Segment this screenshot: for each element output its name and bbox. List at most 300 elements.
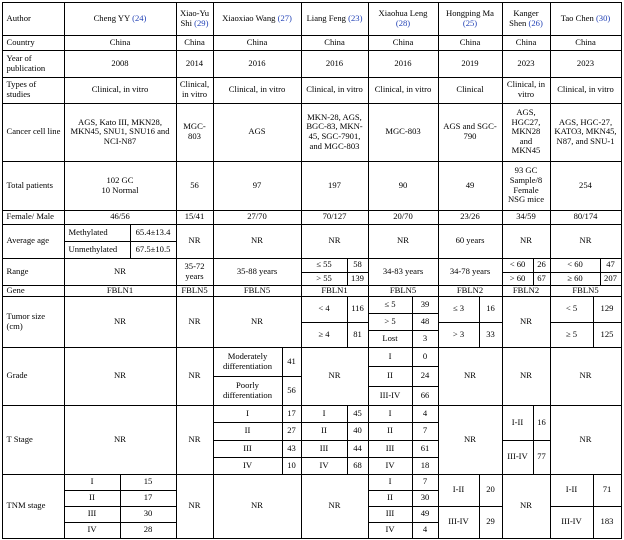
age-cell-feng-text: NR [328, 235, 341, 246]
grade-wang-value-text: 56 [287, 384, 296, 395]
country-cell-feng-text: China [324, 36, 345, 47]
tstage-cell-shi-text: NR [188, 433, 201, 444]
total-cell-shen [502, 161, 551, 211]
gene-cell-leng-text: FBLN5 [389, 284, 417, 295]
total-cell-cheng-text: 102 GC 10 Normal [101, 174, 139, 195]
range-cell-wang-text: 35-88 years [236, 265, 278, 276]
tstage-shen-value [533, 405, 551, 441]
tnm-chen-value-text: 183 [600, 516, 614, 527]
tstage-cell-ma [438, 405, 503, 475]
sex-cell-feng [301, 210, 369, 225]
year-cell-feng-text: 2016 [325, 57, 344, 68]
tnm-leng-value-text: 7 [422, 476, 428, 487]
author-header-leng [368, 2, 439, 36]
cells-cell-ma-text: AGS and SGC-790 [443, 121, 497, 141]
tnm-cell-shen [502, 474, 551, 539]
tstage-cell-chen-text: NR [579, 433, 592, 444]
range-chen-label [550, 272, 601, 286]
age-cell-leng-text: NR [397, 235, 409, 246]
tumor-ma-value-text: 33 [486, 328, 495, 339]
row-label-types-text: Types of studies [6, 79, 37, 99]
tnm-cell-wang-text: NR [251, 500, 263, 511]
tnm-cheng-value-text: 15 [143, 476, 153, 487]
country-cell-shen [502, 35, 551, 51]
tumor-leng-value-text: 39 [420, 298, 430, 309]
tumor-feng-label [301, 296, 348, 323]
citation-link[interactable]: (23) [348, 12, 363, 23]
types-cell-ma-text: Clinical [456, 84, 484, 95]
age-cheng-label-text: Methylated [68, 226, 108, 237]
tnm-chen-value [593, 506, 622, 539]
sex-cell-ma [438, 210, 503, 225]
tstage-leng-value [412, 405, 439, 423]
tumor-ma-label [438, 296, 480, 323]
citation-link[interactable]: (28) [395, 17, 411, 28]
range-cell-leng [368, 258, 439, 286]
tstage-leng-label [368, 440, 413, 458]
country-cell-ma-text: China [459, 36, 481, 47]
author-header [2, 2, 65, 36]
range-cell-leng-text: 34-83 years [382, 265, 424, 276]
gene-cell-shen-text: FBLN2 [512, 284, 540, 295]
age-cell-chen [550, 224, 622, 259]
row-label-gene-text: Gene [6, 284, 25, 295]
tnm-cell-shi [176, 474, 214, 539]
tnm-cell-shi-text: NR [188, 500, 201, 511]
range-cell-cheng [64, 258, 177, 286]
tnm-leng-value [412, 506, 439, 523]
year-cell-shi-text: 2014 [185, 57, 204, 68]
country-cell-leng [368, 35, 439, 51]
tumor-leng-label-text: ≤ 5 [384, 298, 396, 309]
tnm-chen-label [550, 474, 594, 507]
sex-cell-shen-text: 34/59 [516, 211, 536, 222]
types-cell-cheng [64, 77, 177, 104]
range-cell-ma [438, 258, 503, 286]
tnm-leng-label [368, 506, 413, 523]
tstage-shen-label [502, 405, 534, 441]
cells-cell-leng-text: MGC-803 [385, 126, 421, 137]
tstage-feng-value-text: 68 [353, 459, 362, 470]
row-label-tnm-text: TNM stage [6, 500, 46, 511]
row-label-cells [2, 103, 65, 162]
tumor-ma-label-text: > 3 [452, 328, 465, 339]
cells-cell-feng-text: MKN-28, AGS, BGC-83, MKN-45, SGC-7901, and MGC-803 [306, 111, 363, 151]
tumor-feng-label-text: ≥ 4 [318, 328, 330, 339]
grade-leng-label-text: III-IV [379, 389, 401, 400]
grade-leng-value [412, 386, 439, 406]
cells-cell-wang [213, 103, 302, 162]
types-cell-shen [502, 77, 551, 104]
grade-cell-ma-text: NR [464, 370, 476, 381]
citation-link[interactable]: (26) [528, 17, 543, 28]
total-cell-leng-text: 90 [398, 179, 408, 190]
tstage-wang-label-text: II [244, 425, 251, 436]
tumor-chen-label [550, 296, 594, 323]
tnm-cheng-label [64, 474, 121, 491]
tnm-cheng-value-text: 28 [143, 524, 153, 535]
author-name: Tao Chen [560, 12, 594, 23]
row-label-cells-text: Cancer cell line [6, 126, 61, 137]
tumor-feng-value [347, 296, 369, 323]
tstage-leng-value-text: 18 [420, 459, 430, 470]
tnm-ma-value-text: 29 [486, 516, 495, 527]
gene-cell-wang-text: FBLN5 [243, 284, 271, 295]
grade-wang-label [213, 347, 283, 377]
range-chen-value [600, 272, 622, 286]
citation-link[interactable]: (30) [595, 12, 611, 23]
tstage-leng-label [368, 405, 413, 423]
grade-wang-label-text: Poorly differentiation [223, 379, 272, 400]
total-cell-chen [550, 161, 622, 211]
grade-leng-value [412, 347, 439, 367]
age-cell-wang [213, 224, 302, 259]
tstage-cell-shi [176, 405, 214, 475]
tstage-feng-label [301, 405, 348, 423]
tnm-ma-value [479, 474, 503, 507]
author-name: Xiaoxiao Wang [222, 12, 276, 23]
age-cheng-value-text: 65.4±13.4 [135, 226, 171, 237]
tstage-wang-value [282, 422, 302, 441]
tnm-cell-shen-text: NR [520, 500, 532, 511]
range-chen-label [550, 258, 601, 273]
grade-leng-label-text: II [387, 370, 393, 381]
tnm-cheng-label [64, 506, 121, 523]
year-cell-ma-text: 2019 [461, 57, 479, 68]
tumor-leng-label [368, 296, 413, 314]
types-cell-shi-text: Clinical, in vitro [179, 79, 210, 99]
tstage-leng-value [412, 440, 439, 458]
total-cell-wang [213, 161, 302, 211]
tnm-ma-label [438, 474, 480, 507]
tumor-chen-label-text: < 5 [565, 303, 578, 314]
range-chen-value-text: 207 [604, 272, 617, 283]
tstage-feng-label [301, 440, 348, 458]
age-cell-shen-text: NR [520, 235, 532, 246]
range-feng-label [301, 258, 348, 273]
cells-cell-cheng-text: AGS, Kato III, MKN28, MKN45, SNU1, SNU16 and NCI-N87 [70, 116, 170, 146]
tnm-leng-label [368, 474, 413, 491]
country-cell-chen-text: China [575, 36, 596, 47]
tumor-cell-cheng [64, 296, 177, 348]
gene-cell-ma-text: FBLN2 [456, 284, 484, 295]
tnm-cheng-label-text: I [90, 476, 94, 487]
range-shen-label [502, 258, 534, 273]
author-name: Kanger Shen [509, 7, 539, 28]
tnm-cheng-value [120, 506, 177, 523]
citation-link[interactable]: (27) [277, 12, 292, 23]
year-cell-cheng-text: 2008 [111, 57, 129, 68]
grade-cell-shi-text: NR [188, 370, 201, 381]
grade-cell-shen [502, 347, 551, 406]
tnm-leng-label-text: III [385, 508, 395, 519]
cells-cell-cheng [64, 103, 177, 162]
types-cell-cheng-text: Clinical, in vitro [91, 84, 149, 95]
tumor-ma-value [479, 296, 503, 323]
range-feng-label-text: > 55 [316, 272, 332, 283]
row-label-age [2, 224, 65, 259]
age-cheng-value-text: 67.5±10.5 [135, 243, 171, 254]
cells-cell-shi [176, 103, 214, 162]
tstage-shen-value-text: 77 [537, 451, 546, 462]
range-shen-value [533, 258, 551, 273]
range-chen-label-text: ≥ 60 [567, 272, 583, 283]
author-header-chen [550, 2, 622, 36]
tstage-wang-value-text: 17 [287, 407, 296, 418]
tnm-cheng-label-text: IV [87, 524, 97, 535]
tnm-cell-feng-text: NR [328, 500, 341, 511]
range-cell-wang [213, 258, 302, 286]
tstage-wang-label [213, 422, 283, 441]
tstage-leng-value [412, 422, 439, 441]
tstage-feng-label [301, 422, 348, 441]
row-label-types [2, 77, 65, 104]
tnm-chen-label-text: III-IV [561, 516, 582, 527]
tnm-leng-label-text: IV [385, 524, 395, 535]
row-label-country-text: Country [6, 36, 35, 47]
tumor-leng-value [412, 296, 439, 314]
author-name: Xiao-Yu Shi [179, 7, 210, 28]
tstage-feng-label-text: IV [319, 459, 329, 470]
tumor-cell-wang [213, 296, 302, 348]
sex-cell-chen-text: 80/174 [573, 211, 598, 222]
tumor-cell-cheng-text: NR [114, 315, 126, 326]
tnm-leng-label-text: II [387, 492, 393, 503]
sex-cell-cheng-text: 46/56 [110, 211, 130, 222]
citation-link[interactable]: (29) [194, 17, 209, 28]
types-cell-feng-text: Clinical, in vitro [306, 84, 363, 95]
author-name: Hongping Ma [446, 7, 494, 18]
total-cell-shi [176, 161, 214, 211]
author-name-wrap [222, 14, 292, 24]
tumor-chen-value [593, 296, 622, 323]
author-name-wrap [371, 9, 436, 28]
tumor-chen-value-text: 129 [600, 303, 614, 314]
sex-cell-leng-text: 20/70 [393, 211, 413, 222]
tumor-feng-label-text: < 4 [318, 303, 330, 314]
year-cell-cheng [64, 50, 177, 78]
tnm-cell-wang [213, 474, 302, 539]
range-shen-value-text: 26 [537, 259, 546, 270]
tnm-ma-label-text: I-II [452, 484, 465, 495]
year-cell-leng-text: 2016 [394, 57, 412, 68]
range-feng-label-text: ≤ 55 [316, 259, 332, 270]
age-cell-ma-text: 60 years [455, 235, 485, 246]
range-feng-value [347, 272, 369, 286]
citation-link[interactable]: (24) [132, 12, 147, 23]
total-cell-ma-text: 49 [465, 179, 475, 190]
total-cell-chen-text: 254 [579, 179, 592, 190]
age-cheng-label [64, 241, 131, 259]
grade-leng-label [368, 366, 413, 387]
row-label-country [2, 35, 65, 51]
year-cell-wang [213, 50, 302, 78]
year-cell-chen [550, 50, 622, 78]
author-name-wrap [561, 14, 611, 24]
cells-cell-shi-text: MGC-803 [183, 121, 206, 141]
age-cell-shen [502, 224, 551, 259]
tstage-cell-chen [550, 405, 622, 475]
tstage-wang-label [213, 440, 283, 458]
tnm-chen-value-text: 71 [602, 484, 612, 495]
country-cell-leng-text: China [392, 36, 414, 47]
types-cell-chen-text: Clinical, in vitro [557, 84, 614, 95]
sex-cell-shi [176, 210, 214, 225]
author-header-feng [301, 2, 369, 36]
citation-link[interactable]: (25) [462, 17, 478, 28]
tstage-shen-value-text: 16 [537, 416, 546, 427]
row-label-total-text: Total patients [6, 179, 53, 190]
tstage-shen-label-text: III-IV [507, 451, 528, 462]
country-cell-cheng-text: China [109, 36, 131, 47]
total-cell-cheng [64, 161, 177, 211]
tumor-cell-wang-text: NR [251, 315, 263, 326]
tnm-cheng-value-text: 30 [143, 508, 153, 519]
grade-cell-cheng [64, 347, 177, 406]
age-cell-ma [438, 224, 503, 259]
sex-cell-shi-text: 15/41 [184, 211, 205, 222]
total-cell-feng [301, 161, 369, 211]
tnm-ma-value-text: 20 [486, 484, 495, 495]
tstage-wang-label-text: IV [242, 459, 253, 470]
tstage-leng-label-text: I [388, 407, 392, 418]
grade-cell-feng [301, 347, 369, 406]
sex-cell-chen [550, 210, 622, 225]
tnm-ma-value [479, 506, 503, 539]
range-feng-value-text: 139 [351, 272, 364, 283]
year-cell-ma [438, 50, 503, 78]
grade-leng-label [368, 347, 413, 367]
age-cheng-value [130, 224, 177, 242]
tumor-ma-value [479, 322, 503, 348]
range-shen-label [502, 272, 534, 286]
tumor-feng-label [301, 322, 348, 348]
tstage-cell-ma-text: NR [464, 433, 476, 444]
row-label-range-text: Range [6, 265, 29, 276]
author-name-wrap [505, 9, 548, 28]
grade-wang-value [282, 347, 302, 377]
tstage-leng-value-text: 7 [422, 425, 428, 436]
tumor-feng-value-text: 81 [353, 328, 362, 339]
grade-leng-value-text: 24 [420, 370, 430, 381]
cells-cell-feng [301, 103, 369, 162]
cells-cell-ma [438, 103, 503, 162]
tumor-ma-label [438, 322, 480, 348]
tumor-leng-label [368, 313, 413, 331]
tumor-leng-value [412, 313, 439, 331]
tstage-leng-value-text: 4 [422, 407, 428, 418]
sex-cell-ma-text: 23/26 [460, 211, 480, 222]
row-label-tstage [2, 405, 65, 475]
age-cheng-label [64, 224, 131, 242]
range-feng-label [301, 272, 348, 286]
total-cell-leng [368, 161, 439, 211]
country-cell-shi [176, 35, 214, 51]
grade-wang-label-text: Moderately differentiation [223, 350, 272, 371]
author-name: Cheng YY [93, 12, 130, 23]
row-label-total [2, 161, 65, 211]
tstage-shen-label-text: I-II [511, 416, 524, 427]
grade-leng-value-text: 0 [422, 350, 428, 361]
total-cell-shi-text: 56 [190, 179, 199, 190]
tumor-chen-label [550, 322, 594, 348]
tnm-chen-value [593, 474, 622, 507]
tstage-wang-label [213, 457, 283, 475]
row-label-grade [2, 347, 65, 406]
types-cell-shi [176, 77, 214, 104]
tstage-wang-label [213, 405, 283, 423]
tumor-leng-value-text: 3 [422, 332, 428, 343]
tstage-cell-cheng [64, 405, 177, 475]
tumor-chen-label-text: ≥ 5 [565, 328, 578, 339]
types-cell-wang-text: Clinical, in vitro [228, 84, 286, 95]
types-cell-wang [213, 77, 302, 104]
age-cheng-label-text: Unmethylated [68, 243, 118, 254]
tnm-chen-label [550, 506, 594, 539]
tumor-leng-label-text: Lost [382, 332, 398, 343]
grade-cell-chen [550, 347, 622, 406]
tstage-feng-value [347, 422, 369, 441]
year-cell-wang-text: 2016 [248, 57, 266, 68]
types-cell-shen-text: Clinical, in vitro [506, 79, 546, 99]
tstage-leng-value [412, 457, 439, 475]
age-cell-shi [176, 224, 214, 259]
gene-cell-chen-text: FBLN5 [572, 284, 599, 295]
grade-leng-value-text: 66 [420, 389, 430, 400]
tumor-cell-shi [176, 296, 214, 348]
sex-cell-wang [213, 210, 302, 225]
tstage-leng-value-text: 61 [420, 442, 430, 453]
types-cell-leng-text: Clinical, in vitro [374, 84, 432, 95]
year-cell-leng [368, 50, 439, 78]
tumor-leng-value-text: 48 [420, 315, 430, 326]
tnm-leng-label-text: I [388, 476, 392, 487]
author-header-cheng [64, 2, 177, 36]
tstage-feng-value-text: 44 [353, 442, 362, 453]
total-cell-shen-text: 93 GC Sample/8 Female NSG mice [507, 165, 545, 205]
author-name-wrap [94, 14, 147, 24]
grade-wang-label [213, 376, 283, 406]
tstage-feng-label-text: II [321, 425, 327, 436]
tnm-cell-feng [301, 474, 369, 539]
tstage-feng-value [347, 405, 369, 423]
cells-cell-chen [550, 103, 622, 162]
range-shen-label-text: > 60 [509, 272, 526, 283]
range-shen-label-text: < 60 [509, 259, 526, 270]
tnm-cheng-value [120, 522, 177, 539]
tumor-ma-value-text: 16 [486, 303, 495, 314]
row-label-sex [2, 210, 65, 225]
tnm-leng-value [412, 522, 439, 539]
grade-cell-shi [176, 347, 214, 406]
year-cell-chen-text: 2023 [576, 57, 595, 68]
age-cell-leng [368, 224, 439, 259]
tstage-leng-label [368, 457, 413, 475]
tstage-wang-label-text: III [243, 442, 252, 453]
types-cell-leng [368, 77, 439, 104]
age-cell-wang-text: NR [251, 235, 263, 246]
range-shen-value [533, 272, 551, 286]
tnm-cheng-value [120, 474, 177, 491]
tstage-feng-label-text: I [322, 407, 326, 418]
grade-leng-label [368, 386, 413, 406]
grade-leng-label-text: I [388, 350, 392, 361]
cells-cell-leng [368, 103, 439, 162]
range-cell-shi-text: 35-72 years [184, 260, 205, 281]
tstage-feng-value-text: 45 [353, 407, 362, 418]
tstage-shen-label [502, 440, 534, 475]
sex-cell-shen [502, 210, 551, 225]
